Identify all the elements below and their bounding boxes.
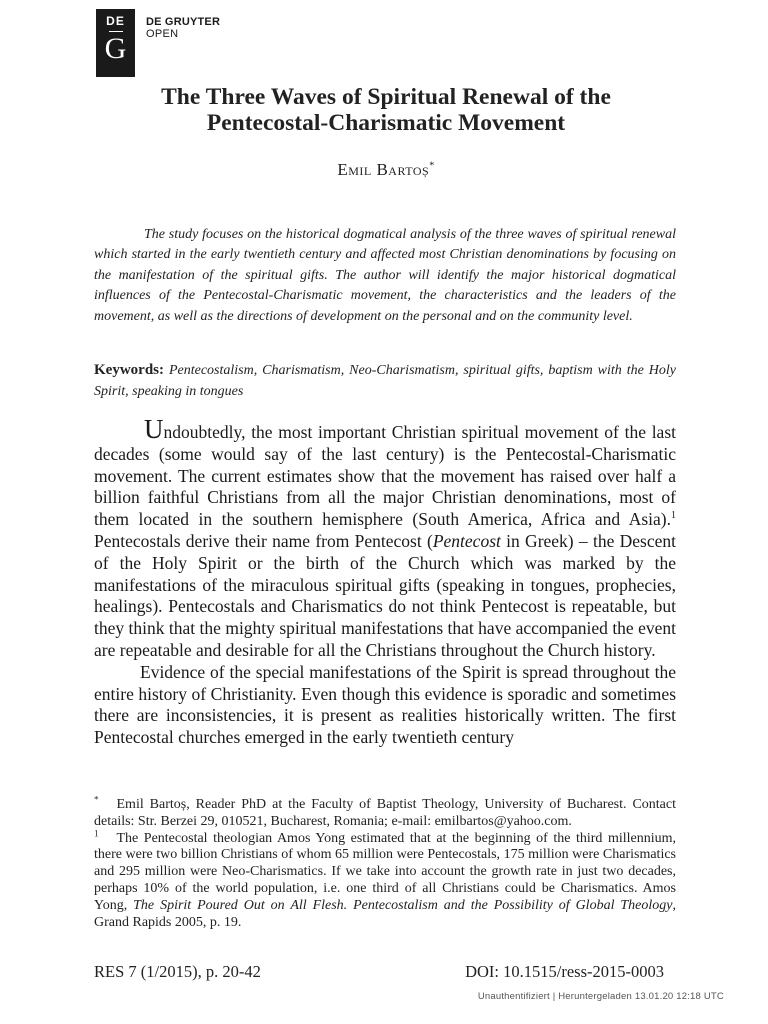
degruyter-logo — [96, 9, 135, 77]
download-note: Unauthentifiziert | Heruntergeladen 13.01.20 12:18 UTC — [477, 991, 724, 1002]
paragraph-2: Evidence of the special manifestations of the Spirit is spread throughout the entire history of Christianity. Even though this evidence is sporadic and sometimes there are inconsistencies, it is present as realities historically written. The first Pentecostal churches emerged in the early twentieth century — [94, 661, 676, 748]
publisher-subtitle: OPEN — [146, 28, 179, 40]
footnote-1-text-b: , Grand Rapids 2005, p. 19. — [94, 897, 676, 930]
journal-citation: RES 7 (1/2015), p. 20-42 — [94, 962, 261, 981]
footnote-star-text: Emil Bartoș, Reader PhD at the Faculty of Baptist Theology, University of Bucharest. Contact details: Str. Berzei 29, 010521, Bucharest, Romania; e-mail: emilbartos@yahoo.com. — [94, 797, 676, 829]
keywords — [94, 360, 676, 402]
footnote-star-mark: * — [94, 794, 99, 805]
doi[interactable]: DOI: 10.1515/ress-2015-0003 — [465, 962, 664, 981]
body-text — [94, 414, 676, 749]
footnote-ref-1[interactable]: 1 — [671, 510, 676, 522]
title-line-1: The Three Waves of Spiritual Renewal of the — [161, 84, 611, 110]
logo-de-text: DE — [106, 14, 125, 28]
footnote-1 — [94, 827, 676, 932]
paragraph-1-part-b: Pentecostals derive their name from Pentecost ( — [94, 530, 433, 551]
author-name: Emil Bartoș — [337, 160, 430, 179]
paragraph-1 — [94, 414, 676, 662]
paragraph-1-part-c: in Greek) – the Descent of the Holy Spirit or the birth of the Church which was marked by the manifestations of the miraculous spiritual gifts (speaking in tongues, prophecies, healings). Pentecostals and Charismatics do not think Pentecost is repeatable, but they think that the mighty spiritual manifestations that have accompanied the event are repeatable and desirable for all the Christians throughout the Church history. — [94, 530, 676, 660]
article-author — [96, 160, 676, 180]
footnotes — [94, 794, 676, 931]
title-line-2: Pentecostal-Charismatic Movement — [206, 110, 566, 136]
keywords-label: Keywords: — [94, 362, 164, 378]
publisher-name — [146, 16, 220, 40]
publisher-title: DE GRUYTER — [146, 16, 221, 28]
author-footnote-mark[interactable]: * — [429, 160, 435, 172]
logo-g-text: G — [104, 32, 127, 65]
article-title — [96, 84, 676, 136]
footnote-1-text-a: The Pentecostal theologian Amos Yong estimated that at the beginning of the third millennium, there were two billion Christians of whom 65 million were Pentecostals, 175 million were Charismatics and 295 million were Neo-Charismatics. If we take into account the growth rate in just two decades, perhaps 10% of the world population, i.e. one third of all Christians could be Charismatics. Amos Yong, — [94, 830, 676, 913]
footnote-1-italic: The Spirit Poured Out on All Flesh. Pentecostalism and the Possibility of Global Theology — [133, 897, 673, 913]
footnote-star — [94, 794, 676, 831]
drop-cap: U — [144, 414, 164, 444]
keywords-text: Pentecostalism, Charismatism, Neo-Charismatism, spiritual gifts, baptism with the Holy Spirit, speaking in tongues — [94, 363, 676, 399]
abstract: The study focuses on the historical dogmatical analysis of the three waves of spiritual renewal which started in the early twentieth century and affected most Christian denominations by focusing on the manifestation of the spiritual gifts. The author will identify the major historical dogmatical influences of the Pentecostal-Charismatic movement, the characteristics and the leaders of the movement, as well as the directions of development on the personal and on the community level. — [94, 227, 676, 324]
paragraph-1-part-a: ndoubtedly, the most important Christian spiritual movement of the last decades (some would say of the last century) is the Pentecostal-Charismatic movement. The current estimates show that the movement has raised over half a billion faithful Christians from all the major Christian denominations, most of them located in the southern hemisphere (South America, Africa and Asia). — [94, 422, 676, 530]
footnote-1-mark: 1 — [94, 827, 99, 838]
paragraph-1-italic: Pentecost — [432, 530, 501, 551]
